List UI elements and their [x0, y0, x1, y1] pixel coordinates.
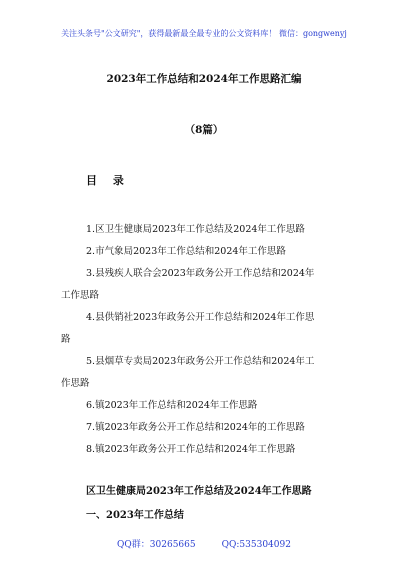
toc-item-2: 2.市气象局2023年工作总结和2024年工作思路 [86, 246, 286, 257]
footer-contact [0, 537, 408, 550]
qq-group-text: QQ群：30265665 [117, 540, 196, 550]
toc-item-4-continued: 路 [61, 334, 71, 345]
article-count: （8篇） [184, 124, 224, 136]
toc-item-4: 4.县供销社2023年政务公开工作总结和2024年工作思 [86, 312, 315, 323]
document-title: 2023年工作总结和2024年工作思路汇编 [106, 73, 302, 85]
toc-item-6: 6.镇2023年工作总结和2024年工作思路 [86, 400, 258, 411]
toc-item-3-continued: 工作思路 [61, 290, 100, 301]
toc-item-5: 5.县烟草专卖局2023年政务公开工作总结和2024年工 [86, 356, 315, 367]
qq-number-text: QQ:535304092 [221, 540, 291, 550]
toc-item-7: 7.镇2023年政务公开工作总结和2024年的工作思路 [86, 422, 305, 433]
header-note: 关注头条号"公文研究"，获得最新最全最专业的公文资料库！ 微信：gongwenyj [61, 29, 347, 38]
toc-item-5-continued: 作思路 [61, 378, 90, 389]
toc-item-3: 3.县残疾人联合会2023年政务公开工作总结和2024年 [86, 268, 315, 279]
toc-item-8: 8.镇2023年政务公开工作总结和2024年工作思路 [86, 444, 296, 455]
toc-heading: 目 录 [86, 174, 130, 187]
toc-item-1: 1.区卫生健康局2023年工作总结及2024年工作思路 [86, 224, 305, 235]
section-title: 区卫生健康局2023年工作总结及2024年工作思路 [86, 486, 312, 497]
subsection-heading: 一、2023年工作总结 [86, 510, 184, 521]
